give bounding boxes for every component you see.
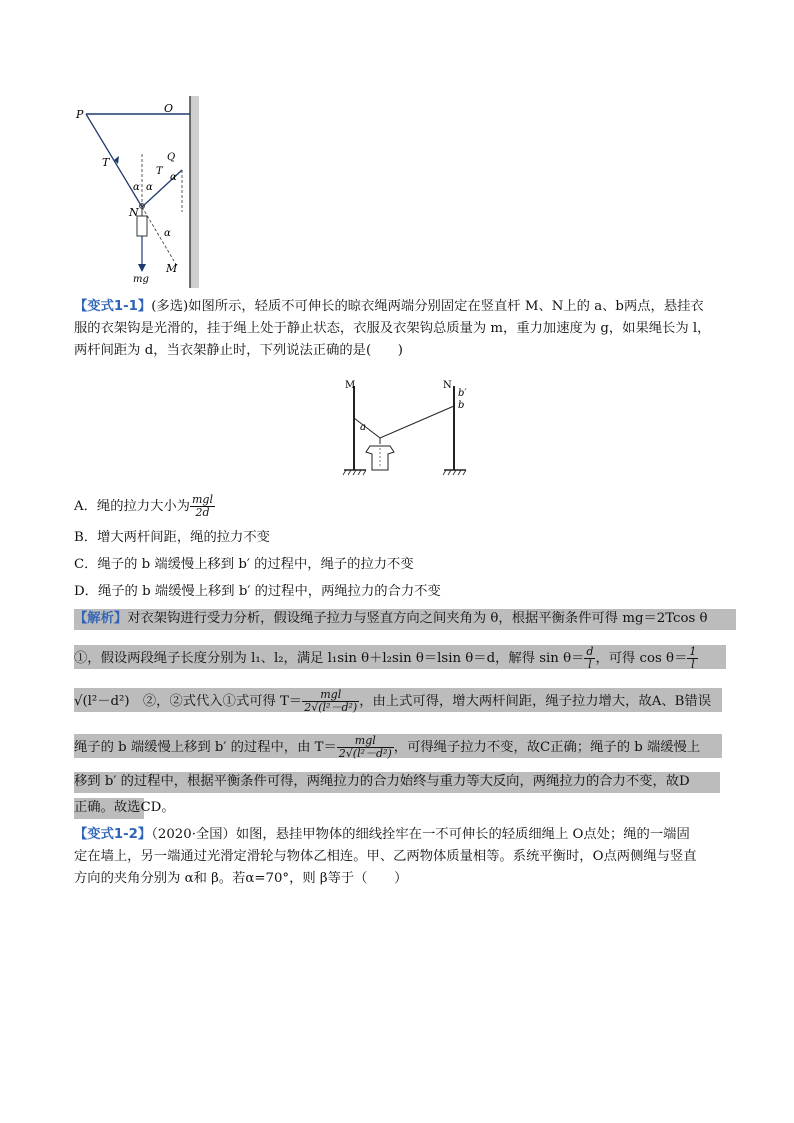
- label-P: P: [76, 108, 84, 121]
- analysis-line-1: 【解析】对衣架钩进行受力分析，假设绳子拉力与竖直方向之间夹角为 θ，根据平衡条件可得 mg＝2Tcos θ: [74, 611, 708, 626]
- option-B[interactable]: B．增大两杆间距，绳的拉力不变: [74, 530, 270, 545]
- analysis-line-2: ①，假设两段绳子长度分别为 l₁、l₂，满足 l₁sin θ＋l₂sin θ＝lsin θ＝d，解得 sin θ＝ $\frac{d}{l}$ ，可得 cos θ＝ $\frac{1}{l}$: [74, 645, 697, 671]
- option-A[interactable]: A．绳的拉力大小为 $\frac{\text{mgl}}{2d}$: [74, 493, 213, 519]
- analysis-line-5: 移到 b′ 的过程中，根据平衡条件可得，两绳拉力的合力始终与重力等大反向，两绳拉力的合力不变，故D: [74, 774, 690, 789]
- label-Q: Q: [167, 152, 176, 163]
- label-b-prime: b′: [458, 388, 467, 399]
- question-1-2-line-1: 【变式1-2】（2020·全国）如图，悬挂甲物体的细线拴牢在一不可伸长的轻质细绳上 O点处；绳的一端固: [74, 827, 690, 842]
- question-1-1-line-2: 服的衣架钩是光滑的，挂于绳上处于静止状态，衣服及衣架钩总质量为 m，重力加速度为 g，如果绳长为 l，: [74, 321, 711, 336]
- analysis-line-4: 绳子的 b 端缓慢上移到 b′ 的过程中，由 T＝ $\frac{\text{mgl}}{\text{2√(l²－d²)}}$ ，可得绳子拉力不变，故C正确；绳子的 b 端缓慢上: [74, 734, 701, 760]
- question-1-2-tag: 【变式1-2】: [74, 827, 152, 842]
- label-T-left: T: [102, 156, 110, 169]
- analysis-line-6: 正确。故选CD。: [74, 800, 175, 815]
- label-a: a: [360, 422, 366, 433]
- label-alpha-4: α: [164, 228, 171, 239]
- question-1-1-line-3: 两杆间距为 d，当衣架静止时，下列说法正确的是( ): [74, 343, 403, 358]
- analysis-line-3: √(l²－d²) ②，②式代入①式可得 T＝ $\frac{\text{mgl}}{\text{2√(l²－d²)}}$ ，由上式可得，增大两杆间距，绳子拉力增大，故A、B错误: [74, 688, 712, 714]
- label-pole-N: N: [443, 380, 452, 391]
- label-mg: mg: [133, 274, 149, 285]
- label-b: b: [458, 400, 465, 411]
- label-O: O: [164, 102, 174, 115]
- label-alpha-1: α: [133, 182, 140, 193]
- label-T-right: T: [156, 166, 163, 177]
- question-1-2-line-2: 定在墙上，另一端通过光滑定滑轮与物体乙相连。甲、乙两物体质量相等。系统平衡时，O点两侧绳与竖直: [74, 849, 697, 864]
- figure-wall-rope-diagram: [72, 94, 204, 290]
- option-C[interactable]: C．绳子的 b 端缓慢上移到 b′ 的过程中，绳子的拉力不变: [74, 557, 414, 572]
- wall: [190, 96, 199, 288]
- label-pole-M: M: [345, 380, 356, 391]
- label-N: N: [129, 206, 139, 219]
- label-M: M: [166, 262, 178, 275]
- analysis-tag: 【解析】: [74, 611, 128, 626]
- question-1-1-line-1: 【变式1-1】(多选)如图所示，轻质不可伸长的晾衣绳两端分别固定在竖直杆 M、N上的 a、b两点，悬挂衣: [74, 299, 704, 314]
- question-1-1-tag: 【变式1-1】: [74, 299, 152, 314]
- label-alpha-3: α: [170, 172, 177, 183]
- option-D[interactable]: D．绳子的 b 端缓慢上移到 b′ 的过程中，两绳拉力的合力不变: [74, 584, 441, 599]
- figure-clothesline-diagram: [340, 376, 480, 476]
- question-1-2-line-3: 方向的夹角分别为 α和 β。若α=70°，则 β等于（ ）: [74, 871, 408, 886]
- label-alpha-2: α: [146, 182, 153, 193]
